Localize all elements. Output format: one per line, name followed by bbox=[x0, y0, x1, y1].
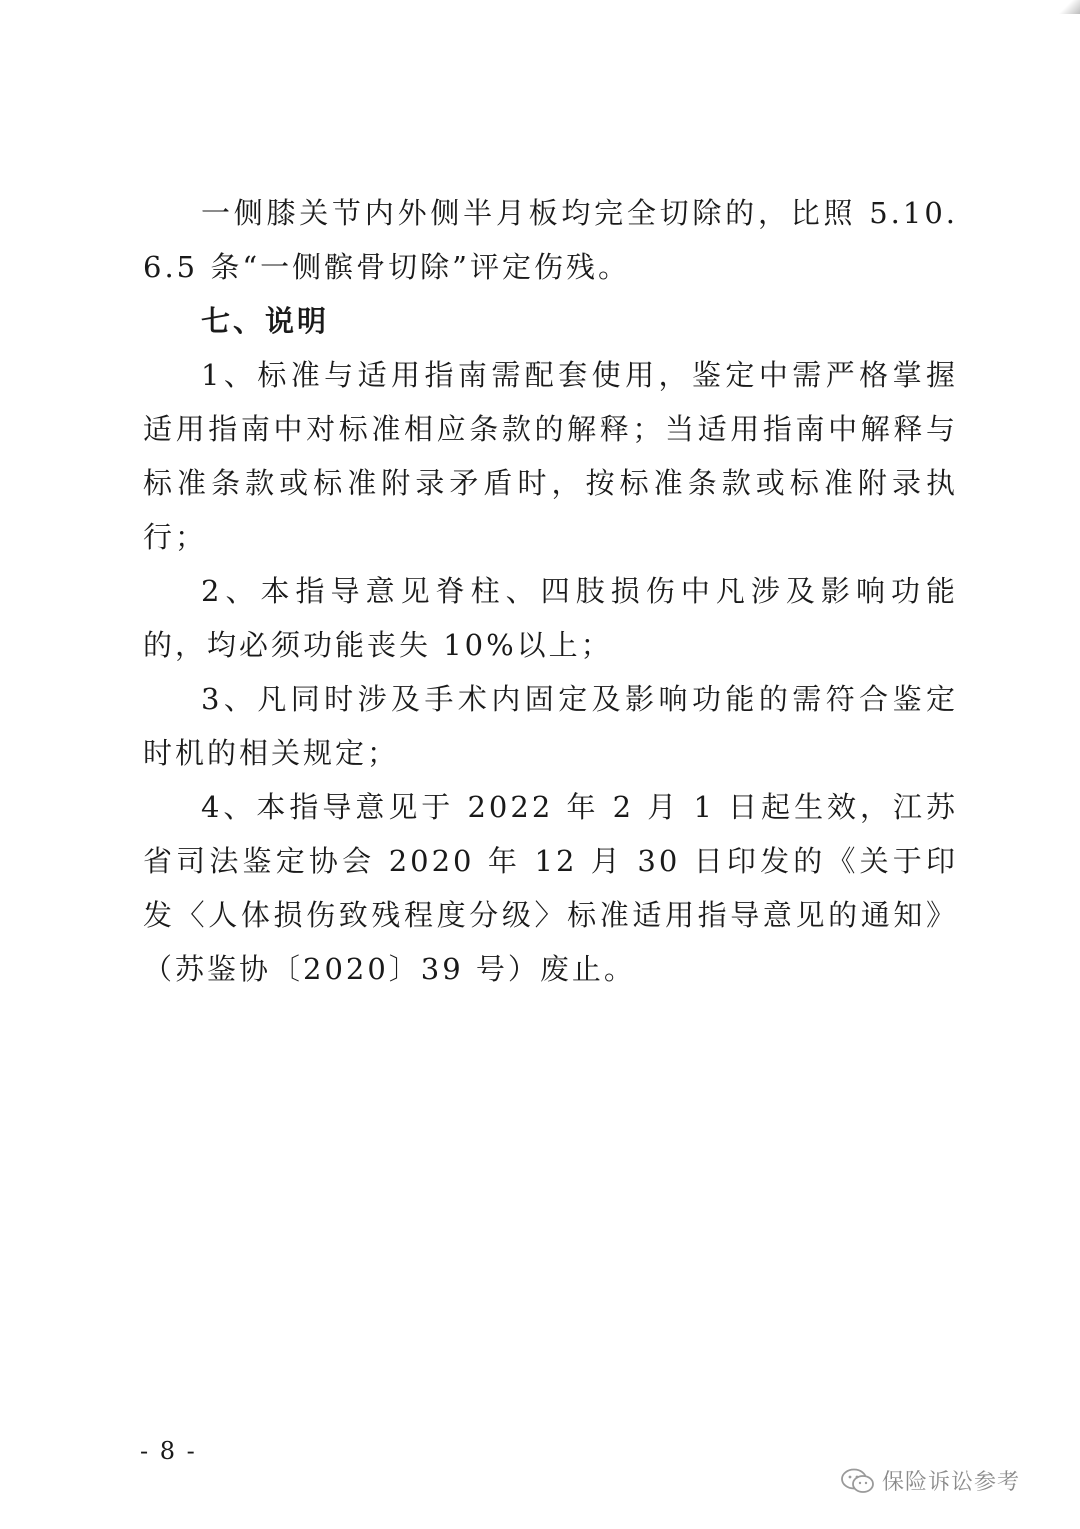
note-1: 1、标准与适用指南需配套使用，鉴定中需严格掌握适用指南中对标准相应条款的解释；当适用指南中解释与标准条款或标准附录矛盾时，按标准条款或标准附录执行； bbox=[143, 358, 958, 554]
watermark-text: 保险诉讼参考 bbox=[882, 1470, 1021, 1495]
section-heading: 七、说明 bbox=[201, 304, 330, 338]
note-2: 2、本指导意见脊柱、四肢损伤中凡涉及影响功能的，均必须功能丧失 10%以上； bbox=[143, 574, 958, 662]
note-4: 4、本指导意见于 2022 年 2 月 1 日起生效，江苏省司法鉴定协会 2020 年 12 月 30 日印发的《关于印发〈人体损伤致残程度分级〉标准适用指导意见的通知》（苏鉴协〔2020〕39 号）废止。 bbox=[143, 790, 958, 986]
page-number: - 8 - bbox=[140, 1437, 197, 1465]
page-corner-shadow bbox=[1058, 0, 1080, 14]
paragraph-meniscus: 一侧膝关节内外侧半月板均完全切除的，比照 5.10.6.5 条“一侧髌骨切除”评定伤残。 bbox=[143, 196, 958, 284]
note-3: 3、凡同时涉及手术内固定及影响功能的需符合鉴定时机的相关规定； bbox=[143, 682, 958, 770]
wechat-icon bbox=[840, 1467, 876, 1495]
watermark bbox=[840, 1465, 1020, 1496]
document-body bbox=[143, 186, 958, 996]
